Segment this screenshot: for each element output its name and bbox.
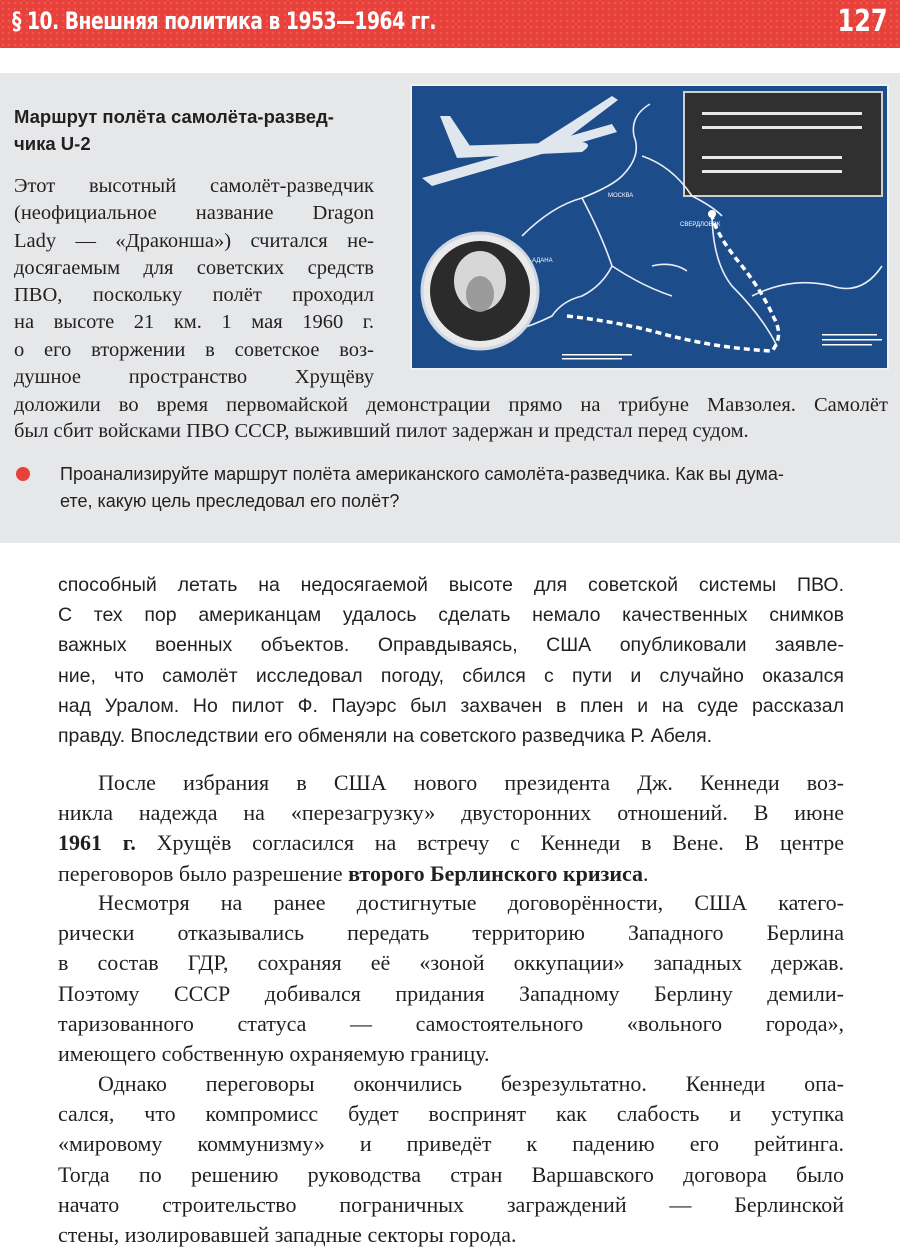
caption-line: досягаемым для советских средств: [14, 256, 374, 279]
route-map-illustration: [412, 86, 887, 368]
text-line: в состав ГДР, сохраняя её «зоной оккупации» западных держав.: [58, 950, 844, 976]
text-fragment: Хрущёв согласился на встречу с Кеннеди в Вене. В центре: [135, 830, 844, 856]
figure-caption-full: [14, 392, 888, 444]
text-line: ние, что самолёт исследовал погоду, сбился с пути и случайно оказался: [58, 664, 844, 687]
date-emphasis: 1961 г.: [58, 830, 136, 856]
map-label-sverdlovsk: СВЕРДЛОВСК: [680, 222, 721, 228]
text-line: важных военных объектов. Оправдываясь, США опубликовали заявле-: [58, 634, 844, 657]
figure-title-line: чика U-2: [14, 133, 91, 154]
question-bullet-icon: [16, 467, 30, 481]
text-fragment: .: [643, 860, 649, 886]
shootdown-point-icon: [708, 210, 716, 218]
text-line: стены, изолировавшей западные секторы города.: [58, 1222, 517, 1248]
term-emphasis: второго Берлинского кризиса: [348, 860, 644, 886]
aircraft-icon: [422, 96, 618, 186]
caption-line: на высоте 21 км. 1 мая 1960 г.: [14, 311, 374, 334]
caption-line: (неофициальное название Dragon: [14, 202, 374, 225]
page-header: [0, 0, 900, 48]
figure-title: [14, 103, 384, 157]
text-line: способный летать на недосягаемой высоте для советской системы ПВО.: [58, 574, 844, 596]
text-line: начато строительство пограничных заграждений — Берлинской: [58, 1191, 844, 1217]
map-label-moscow: МОСКВА: [608, 193, 634, 199]
section-title: § 10. Внешняя политика в 1953—1964 гг.: [12, 7, 436, 35]
text-fragment: переговоров было разрешение: [58, 860, 349, 886]
text-line: [58, 828, 844, 858]
map-label-adana: АДАНА: [532, 258, 553, 264]
caption-line: Этот высотный самолёт-разведчик: [14, 175, 374, 197]
map-legend-lines: [562, 334, 882, 360]
figure-caption-column: [14, 173, 374, 391]
text-line: над Уралом. Но пилот Ф. Пауэрс был захвачен в плен и на суде рассказал: [58, 694, 844, 717]
text-line: С тех пор американцам удалось сделать немало качественных снимков: [58, 604, 844, 627]
caption-line: ПВО, поскольку полёт проходил: [14, 284, 374, 307]
body-paragraph-2: [58, 768, 844, 889]
caption-line: о его вторжении в советское воз-: [14, 338, 374, 361]
figure-title-line: Маршрут полёта самолёта-развед-: [14, 106, 334, 127]
question-line: ете, какую цель преследовал его полёт?: [60, 491, 400, 511]
caption-line: Lady — «Драконша») считался не-: [14, 229, 374, 252]
route-map-photo: [410, 84, 889, 370]
text-line: таризованного статуса — самостоятельного «вольного города»,: [58, 1010, 844, 1036]
text-line: рически отказывались передать территорию Западного Берлина: [58, 920, 844, 946]
text-line: После избрания в США нового президента Дж. Кеннеди воз-: [98, 770, 844, 795]
caption-line: душное пространство Хрущёву: [14, 366, 374, 389]
text-line: Несмотря на ранее достигнутые договорённости, США катего-: [98, 890, 844, 915]
page-number: 127: [837, 4, 888, 39]
caption-line: был сбит войсками ПВО СССР, выживший пилот задержан и предстал перед судом.: [14, 420, 749, 442]
body-paragraph-1: [58, 570, 844, 751]
text-line: «мировому коммунизму» и приведёт к падению его рейтинга.: [58, 1131, 844, 1157]
text-line: [58, 859, 844, 889]
text-line: сался, что компромисс будет воспринят как слабость и уступка: [58, 1101, 844, 1127]
text-line: имеющего собственную охраняемую границу.: [58, 1041, 490, 1067]
recon-photo-inset: [684, 92, 882, 196]
text-line: Поэтому СССР добивался придания Западному Берлину демили-: [58, 980, 844, 1006]
text-line: Однако переговоры окончились безрезультатно. Кеннеди опа-: [98, 1071, 844, 1096]
question-line: Проанализируйте маршрут полёта американского самолёта-разведчика. Как вы дума-: [60, 464, 784, 484]
body-paragraph-3: [58, 888, 844, 1069]
body-paragraph-4: [58, 1069, 844, 1250]
text-line: правду. Впоследствии его обменяли на советского разведчика Р. Абеля.: [58, 725, 713, 748]
question-text: [60, 461, 890, 515]
caption-line: доложили во время первомайской демонстрации прямо на трибуне Мавзолея. Самолёт: [14, 394, 888, 416]
text-line: никла надежда на «перезагрузку» двусторонних отношений. В июне: [58, 800, 844, 826]
text-line: Тогда по решению руководства стран Варшавского договора было: [58, 1161, 844, 1187]
